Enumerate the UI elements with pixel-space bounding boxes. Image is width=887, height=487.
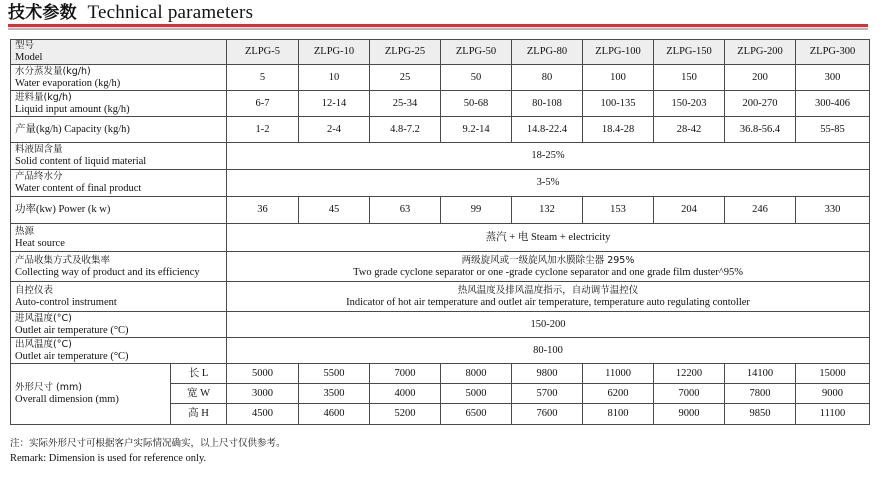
table-cell: 6200: [583, 384, 654, 404]
table-cell: 9000: [796, 384, 870, 404]
model-header: ZLPG-25: [370, 40, 441, 65]
table-cell: 9.2-14: [441, 117, 512, 143]
table-row: [11, 197, 870, 224]
table-cell: 4.8-7.2: [370, 117, 441, 143]
row-label: 水分蒸发量(kg/h) Water evaporation (kg/h): [11, 65, 227, 91]
merged-cell: 热风温度及排风温度指示，自动调节温控仪 Indicator of hot air temperature and outlet air temperature, temperature auto regulating contoller: [227, 282, 870, 312]
remark-cn: 注：实际外形尺寸可根据客户实际情况确实，以上尺寸仅供参考。: [10, 438, 286, 449]
row-label: 外形尺寸 (mm) Overall dimension (mm): [11, 364, 171, 425]
table-cell: 3500: [299, 384, 370, 404]
table-cell: 204: [654, 197, 725, 224]
dimension-sub-label: 高 H: [171, 404, 227, 425]
table-cell: 28-42: [654, 117, 725, 143]
table-cell: 36.8-56.4: [725, 117, 796, 143]
table-cell: 15000: [796, 364, 870, 384]
table-cell: 5000: [227, 364, 299, 384]
table-cell: 45: [299, 197, 370, 224]
model-header: ZLPG-50: [441, 40, 512, 65]
table-cell: 5500: [299, 364, 370, 384]
table-cell: 50-68: [441, 91, 512, 117]
row-label: 出风温度(°C) Outlet air temperature (°C): [11, 338, 227, 364]
row-label: 热源 Heat source: [11, 224, 227, 252]
row-label: 自控仪表 Auto-control instrument: [11, 282, 227, 312]
table-cell: 7800: [725, 384, 796, 404]
table-cell: 9000: [654, 404, 725, 425]
table-cell: 25: [370, 65, 441, 91]
row-label: 产品收集方式及收集率 Collecting way of product and its efficiency: [11, 252, 227, 282]
dimension-sub-label: 宽 W: [171, 384, 227, 404]
table-cell: 63: [370, 197, 441, 224]
table-cell: 7600: [512, 404, 583, 425]
table-cell: 100-135: [583, 91, 654, 117]
table-cell: 8000: [441, 364, 512, 384]
model-header: ZLPG-300: [796, 40, 870, 65]
table-cell: 200: [725, 65, 796, 91]
table-cell: 330: [796, 197, 870, 224]
table-cell: 150: [654, 65, 725, 91]
table-cell: 80-108: [512, 91, 583, 117]
table-cell: 300-406: [796, 91, 870, 117]
table-cell: 5200: [370, 404, 441, 425]
table-cell: 5: [227, 65, 299, 91]
table-cell: 25-34: [370, 91, 441, 117]
table-cell: 132: [512, 197, 583, 224]
table-cell: 6-7: [227, 91, 299, 117]
table-cell: 11000: [583, 364, 654, 384]
row-label: 功率(kw) Power (k w): [11, 197, 227, 224]
spec-table: [10, 39, 870, 425]
table-cell: 100: [583, 65, 654, 91]
table-row: [11, 117, 870, 143]
table-cell: 14100: [725, 364, 796, 384]
model-header: ZLPG-10: [299, 40, 370, 65]
table-cell: 5700: [512, 384, 583, 404]
table-cell: 5000: [441, 384, 512, 404]
table-cell: 9800: [512, 364, 583, 384]
merged-cell: 蒸汽 + 电 Steam + electricity: [227, 224, 870, 252]
table-cell: 99: [441, 197, 512, 224]
model-header: ZLPG-200: [725, 40, 796, 65]
table-cell: 4000: [370, 384, 441, 404]
table-cell: 36: [227, 197, 299, 224]
table-cell: 7000: [370, 364, 441, 384]
table-cell: 150-203: [654, 91, 725, 117]
table-cell: 18.4-28: [583, 117, 654, 143]
table-cell: 14.8-22.4: [512, 117, 583, 143]
table-cell: 7000: [654, 384, 725, 404]
page-title: [8, 1, 253, 24]
model-header: ZLPG-100: [583, 40, 654, 65]
table-cell: 80: [512, 65, 583, 91]
title-en: Technical parameters: [87, 2, 254, 23]
row-label: 产量(kg/h) Capacity (kg/h): [11, 117, 227, 143]
table-cell: 50: [441, 65, 512, 91]
model-header: ZLPG-150: [654, 40, 725, 65]
merged-cell: 80-100: [227, 338, 870, 364]
table-row: [11, 282, 870, 312]
row-label: 产品终水分 Water content of final product: [11, 170, 227, 197]
row-label: 进料量(kg/h) Liquid input amount (kg/h): [11, 91, 227, 117]
table-cell: 300: [796, 65, 870, 91]
table-cell: 200-270: [725, 91, 796, 117]
table-cell: 9850: [725, 404, 796, 425]
merged-cell: 3-5%: [227, 170, 870, 197]
table-row: [11, 224, 870, 252]
merged-cell: 两级旋风或一级旋风加水膜除尘器 295% Two grade cyclone separator or one -grade cyclone separator and one grade film duster^95%: [227, 252, 870, 282]
model-label-cell: 型号 Model: [11, 40, 227, 65]
title-underline-grey: [8, 28, 868, 30]
table-cell: 55-85: [796, 117, 870, 143]
table-cell: 153: [583, 197, 654, 224]
table-cell: 246: [725, 197, 796, 224]
row-label: 料液固含量 Solid content of liquid material: [11, 143, 227, 170]
table-row: [11, 252, 870, 282]
merged-cell: 150-200: [227, 312, 870, 338]
table-row: [11, 65, 870, 91]
table-row: [11, 338, 870, 364]
title-cn: 技术参数: [8, 3, 77, 23]
remark-en: Remark: Dimension is used for reference only.: [10, 453, 207, 464]
table-cell: 3000: [227, 384, 299, 404]
table-cell: 1-2: [227, 117, 299, 143]
dimension-sub-label: 长 L: [171, 364, 227, 384]
model-header: ZLPG-80: [512, 40, 583, 65]
table-cell: 6500: [441, 404, 512, 425]
table-cell: 4500: [227, 404, 299, 425]
table-cell: 2-4: [299, 117, 370, 143]
table-cell: 10: [299, 65, 370, 91]
table-cell: 11100: [796, 404, 870, 425]
row-label: 进风温度(°C) Outlet air temperature (°C): [11, 312, 227, 338]
table-cell: 12-14: [299, 91, 370, 117]
table-row: [11, 364, 870, 384]
table-row: [11, 312, 870, 338]
table-cell: 12200: [654, 364, 725, 384]
table-cell: 8100: [583, 404, 654, 425]
model-header: ZLPG-5: [227, 40, 299, 65]
table-cell: 4600: [299, 404, 370, 425]
table-header-row: [11, 40, 870, 65]
title-underline-red: [8, 24, 868, 27]
merged-cell: 18-25%: [227, 143, 870, 170]
table-row: [11, 91, 870, 117]
table-row: [11, 170, 870, 197]
table-row: [11, 143, 870, 170]
